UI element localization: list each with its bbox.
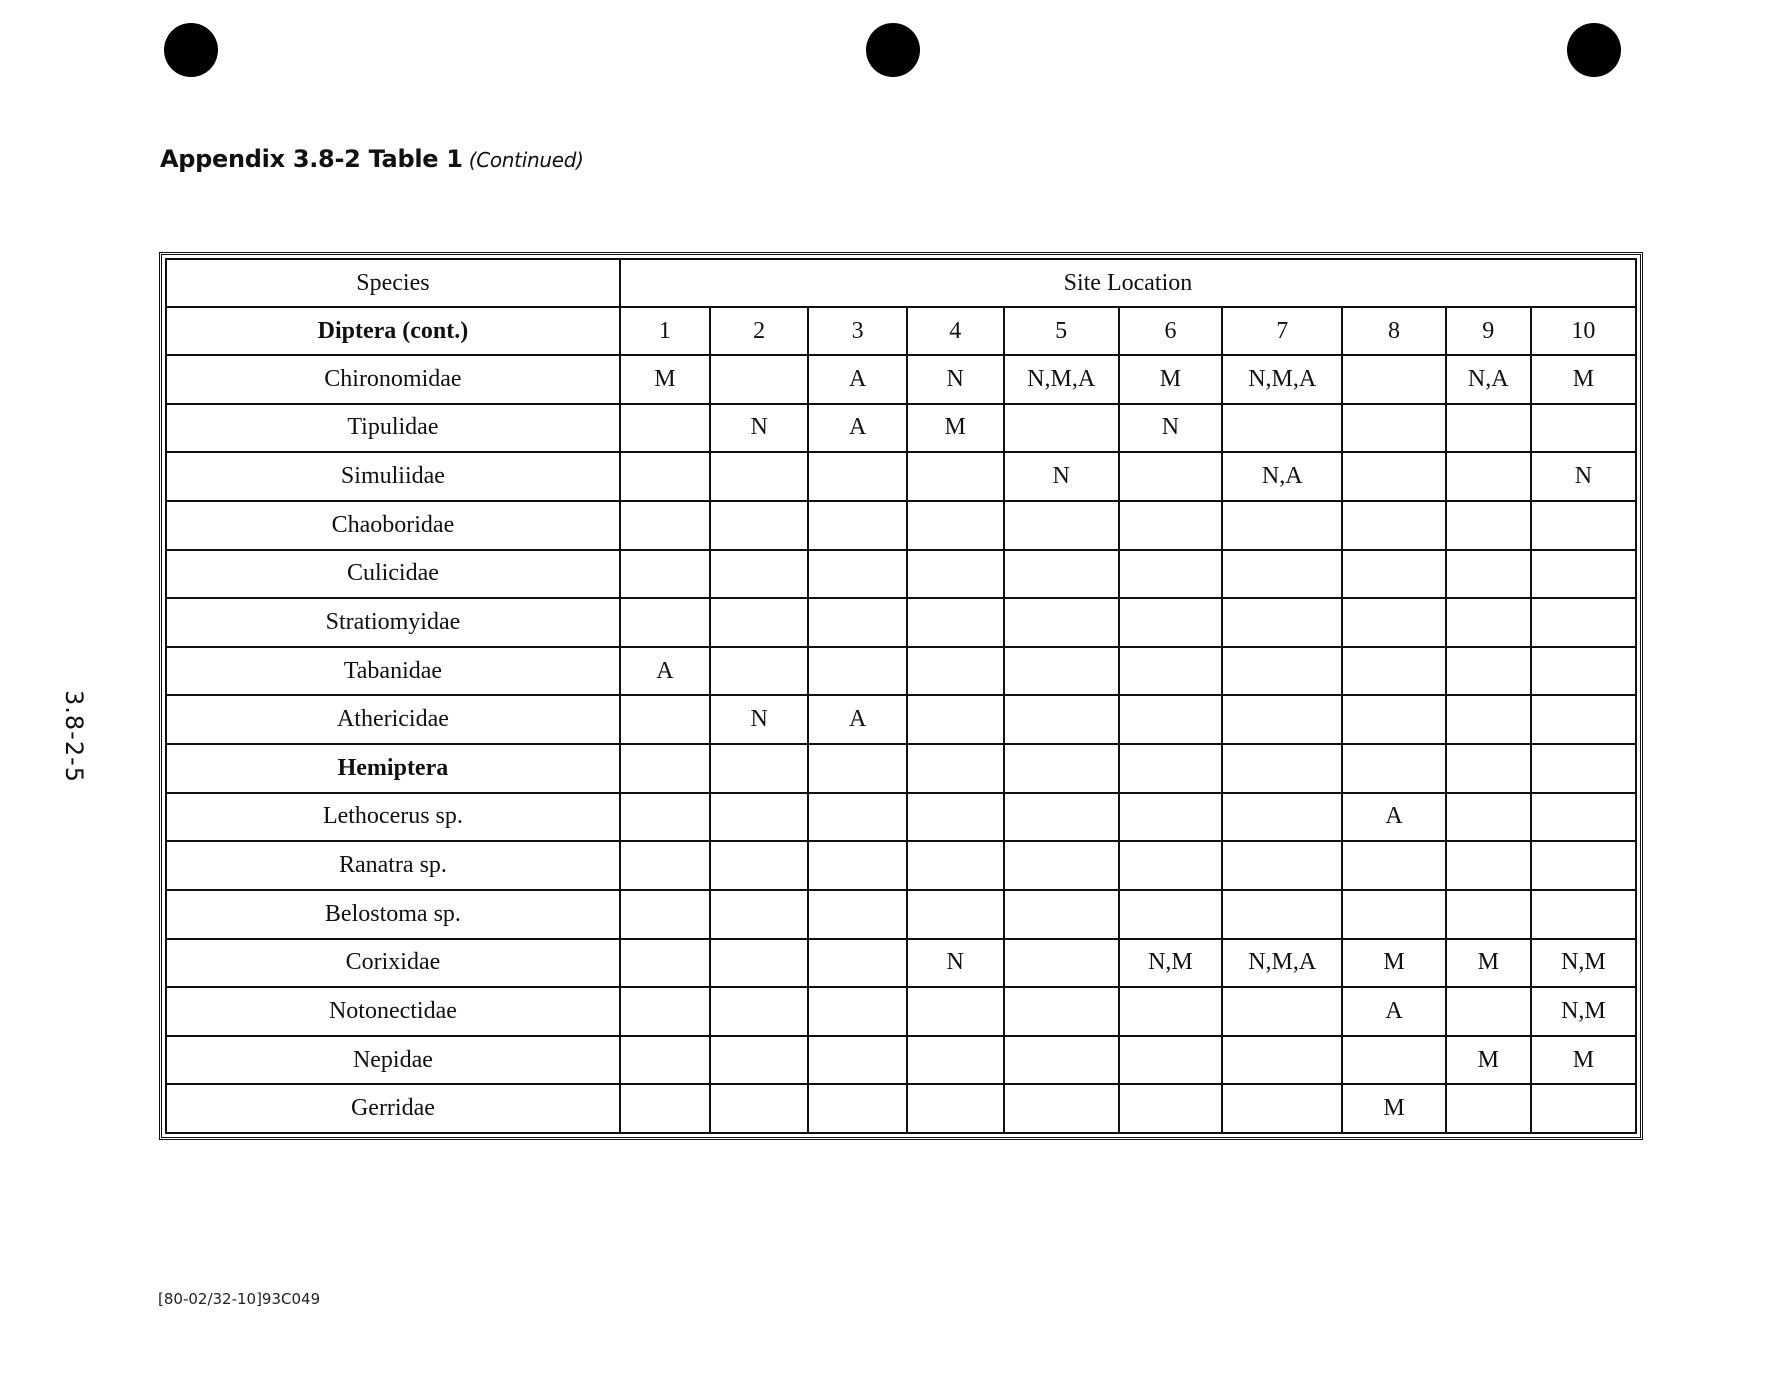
site-cell xyxy=(1342,695,1445,744)
site-cell xyxy=(1446,987,1531,1036)
site-cell xyxy=(1446,550,1531,599)
site-cell: N,A xyxy=(1446,355,1531,404)
site-cell xyxy=(1531,695,1636,744)
site-cell xyxy=(1004,890,1119,939)
site-cell: M xyxy=(1446,939,1531,988)
site-cell: A xyxy=(808,695,906,744)
site-cell xyxy=(1119,695,1222,744)
site-cell xyxy=(1342,841,1445,890)
site-cell xyxy=(808,550,906,599)
site-cell xyxy=(1446,890,1531,939)
table-row xyxy=(166,987,1636,1036)
site-number: 5 xyxy=(1004,307,1119,355)
site-cell xyxy=(1004,987,1119,1036)
site-cell: A xyxy=(1342,793,1445,842)
species-name: Culicidae xyxy=(166,550,620,599)
site-cell xyxy=(1446,841,1531,890)
site-cell xyxy=(1222,550,1342,599)
site-cell xyxy=(1342,890,1445,939)
site-number: 4 xyxy=(907,307,1004,355)
site-cell xyxy=(1004,598,1119,647)
site-cell xyxy=(1004,695,1119,744)
page-number: 3.8-2-5 xyxy=(60,690,88,784)
site-cell: M xyxy=(1342,1084,1445,1133)
site-cell: A xyxy=(808,355,906,404)
table-row xyxy=(166,695,1636,744)
species-name: Nepidae xyxy=(166,1036,620,1085)
site-cell xyxy=(907,841,1004,890)
site-cell xyxy=(907,890,1004,939)
site-cell xyxy=(808,1084,906,1133)
site-number-row xyxy=(166,307,1636,355)
site-cell xyxy=(710,744,808,793)
site-cell xyxy=(1222,1084,1342,1133)
site-cell: M xyxy=(1531,355,1636,404)
table-row xyxy=(166,890,1636,939)
site-cell xyxy=(1446,598,1531,647)
species-name: Ranatra sp. xyxy=(166,841,620,890)
site-cell xyxy=(1222,695,1342,744)
site-cell xyxy=(808,841,906,890)
species-table xyxy=(165,258,1637,1134)
site-cell xyxy=(710,550,808,599)
site-cell: A xyxy=(1342,987,1445,1036)
site-cell xyxy=(620,404,710,453)
table-row xyxy=(166,404,1636,453)
site-cell xyxy=(620,841,710,890)
site-cell xyxy=(620,598,710,647)
site-cell xyxy=(620,793,710,842)
site-cell xyxy=(620,939,710,988)
table-row xyxy=(166,841,1636,890)
title-suffix: (Continued) xyxy=(468,148,584,172)
site-cell xyxy=(1004,939,1119,988)
site-cell xyxy=(1119,452,1222,501)
site-cell xyxy=(1446,452,1531,501)
site-cell: N xyxy=(907,355,1004,404)
site-cell xyxy=(808,939,906,988)
site-cell xyxy=(1342,355,1445,404)
site-cell xyxy=(1119,550,1222,599)
site-cell xyxy=(1222,647,1342,696)
site-cell: N,A xyxy=(1222,452,1342,501)
site-cell xyxy=(1531,404,1636,453)
site-cell xyxy=(1446,744,1531,793)
site-cell xyxy=(1446,695,1531,744)
site-cell xyxy=(1531,1084,1636,1133)
header-row xyxy=(166,259,1636,307)
site-cell xyxy=(907,793,1004,842)
site-cell xyxy=(808,1036,906,1085)
species-name: Tipulidae xyxy=(166,404,620,453)
site-cell xyxy=(808,647,906,696)
punch-hole-right xyxy=(1567,23,1621,77)
site-cell xyxy=(1222,501,1342,550)
table-row xyxy=(166,452,1636,501)
site-cell xyxy=(710,598,808,647)
site-cell: A xyxy=(620,647,710,696)
site-cell xyxy=(1531,793,1636,842)
site-cell xyxy=(1222,841,1342,890)
site-number: 1 xyxy=(620,307,710,355)
site-cell: M xyxy=(1446,1036,1531,1085)
site-cell xyxy=(1342,452,1445,501)
group-label: Hemiptera xyxy=(166,744,620,793)
site-cell: N xyxy=(710,404,808,453)
site-cell xyxy=(1222,987,1342,1036)
species-name: Chaoboridae xyxy=(166,501,620,550)
site-cell xyxy=(907,550,1004,599)
site-cell xyxy=(620,987,710,1036)
table-row xyxy=(166,793,1636,842)
site-cell: N xyxy=(1119,404,1222,453)
site-cell xyxy=(907,1036,1004,1085)
site-cell xyxy=(1119,598,1222,647)
site-cell xyxy=(710,793,808,842)
species-name: Corixidae xyxy=(166,939,620,988)
site-cell xyxy=(710,355,808,404)
site-cell xyxy=(808,452,906,501)
site-cell xyxy=(1119,987,1222,1036)
site-cell xyxy=(808,744,906,793)
site-cell: M xyxy=(1342,939,1445,988)
site-cell xyxy=(710,647,808,696)
site-cell xyxy=(907,987,1004,1036)
site-cell xyxy=(808,793,906,842)
site-cell xyxy=(710,890,808,939)
site-cell xyxy=(1222,404,1342,453)
table-row xyxy=(166,647,1636,696)
site-cell xyxy=(907,744,1004,793)
site-cell xyxy=(620,501,710,550)
site-cell: N,M,A xyxy=(1222,939,1342,988)
site-cell xyxy=(907,1084,1004,1133)
site-number: 2 xyxy=(710,307,808,355)
species-name: Chironomidae xyxy=(166,355,620,404)
site-cell xyxy=(1004,841,1119,890)
site-cell xyxy=(1342,404,1445,453)
site-cell xyxy=(710,1084,808,1133)
table-row xyxy=(166,1084,1636,1133)
site-cell xyxy=(710,939,808,988)
site-cell: N xyxy=(710,695,808,744)
site-cell: A xyxy=(808,404,906,453)
table-row xyxy=(166,598,1636,647)
site-number: 8 xyxy=(1342,307,1445,355)
site-cell xyxy=(1446,501,1531,550)
table-row xyxy=(166,355,1636,404)
species-name: Notonectidae xyxy=(166,987,620,1036)
site-cell xyxy=(1446,793,1531,842)
site-cell xyxy=(1531,550,1636,599)
site-cell xyxy=(1119,501,1222,550)
site-cell xyxy=(710,841,808,890)
species-name: Gerridae xyxy=(166,1084,620,1133)
site-cell xyxy=(907,452,1004,501)
site-cell xyxy=(1119,1084,1222,1133)
table-row xyxy=(166,550,1636,599)
punch-hole-center xyxy=(866,23,920,77)
species-name: Lethocerus sp. xyxy=(166,793,620,842)
table-row xyxy=(166,501,1636,550)
site-cell xyxy=(1004,744,1119,793)
document-code: [80-02/32-10]93C049 xyxy=(158,1290,321,1308)
site-cell xyxy=(907,647,1004,696)
table-row xyxy=(166,1036,1636,1085)
site-cell xyxy=(808,987,906,1036)
site-cell xyxy=(1119,793,1222,842)
site-cell xyxy=(1531,647,1636,696)
site-cell xyxy=(1119,841,1222,890)
site-cell xyxy=(620,1036,710,1085)
species-name: Simuliidae xyxy=(166,452,620,501)
page-title xyxy=(160,145,584,173)
site-cell xyxy=(1119,744,1222,793)
site-cell xyxy=(1342,1036,1445,1085)
site-cell xyxy=(907,695,1004,744)
site-cell xyxy=(620,1084,710,1133)
site-number: 9 xyxy=(1446,307,1531,355)
site-cell xyxy=(620,550,710,599)
site-cell xyxy=(1004,501,1119,550)
site-cell xyxy=(1222,744,1342,793)
site-cell xyxy=(1004,647,1119,696)
site-location-header: Site Location xyxy=(620,259,1636,307)
site-cell xyxy=(1004,793,1119,842)
species-name: Stratiomyidae xyxy=(166,598,620,647)
species-name: Athericidae xyxy=(166,695,620,744)
site-cell xyxy=(1446,1084,1531,1133)
site-cell xyxy=(1222,598,1342,647)
site-cell xyxy=(808,890,906,939)
site-cell xyxy=(620,744,710,793)
site-cell xyxy=(710,987,808,1036)
site-cell xyxy=(1222,793,1342,842)
site-cell xyxy=(1446,647,1531,696)
site-cell: M xyxy=(1531,1036,1636,1085)
site-cell xyxy=(907,598,1004,647)
site-cell: N,M,A xyxy=(1222,355,1342,404)
site-cell xyxy=(620,890,710,939)
site-cell: N xyxy=(1531,452,1636,501)
group-label-diptera: Diptera (cont.) xyxy=(166,307,620,355)
site-cell xyxy=(1119,890,1222,939)
site-cell xyxy=(808,501,906,550)
site-cell xyxy=(1531,598,1636,647)
site-cell xyxy=(1004,404,1119,453)
site-cell: N,M xyxy=(1119,939,1222,988)
species-name: Tabanidae xyxy=(166,647,620,696)
site-cell xyxy=(1531,890,1636,939)
site-cell xyxy=(1531,841,1636,890)
species-header: Species xyxy=(166,259,620,307)
site-cell xyxy=(1531,501,1636,550)
site-cell: N xyxy=(1004,452,1119,501)
site-cell xyxy=(1342,744,1445,793)
site-cell xyxy=(808,598,906,647)
site-cell: M xyxy=(1119,355,1222,404)
site-cell xyxy=(1119,647,1222,696)
site-cell xyxy=(1342,647,1445,696)
site-cell: N,M xyxy=(1531,987,1636,1036)
punch-hole-left xyxy=(164,23,218,77)
site-cell xyxy=(710,501,808,550)
site-cell xyxy=(710,452,808,501)
site-cell xyxy=(620,452,710,501)
site-cell xyxy=(1222,890,1342,939)
site-cell xyxy=(1004,1084,1119,1133)
table-body xyxy=(166,355,1636,1133)
site-number: 10 xyxy=(1531,307,1636,355)
table-row xyxy=(166,744,1636,793)
site-cell xyxy=(1119,1036,1222,1085)
title-main: Appendix 3.8-2 Table 1 xyxy=(160,145,463,173)
site-cell xyxy=(710,1036,808,1085)
site-cell xyxy=(1342,598,1445,647)
site-cell xyxy=(1004,550,1119,599)
site-cell xyxy=(1342,550,1445,599)
site-cell: N xyxy=(907,939,1004,988)
site-cell: M xyxy=(620,355,710,404)
site-cell xyxy=(1531,744,1636,793)
table-frame xyxy=(159,252,1643,1140)
site-number: 7 xyxy=(1222,307,1342,355)
site-cell xyxy=(620,695,710,744)
site-cell: N,M,A xyxy=(1004,355,1119,404)
site-number: 3 xyxy=(808,307,906,355)
table-row xyxy=(166,939,1636,988)
site-number: 6 xyxy=(1119,307,1222,355)
species-name: Belostoma sp. xyxy=(166,890,620,939)
site-cell xyxy=(1222,1036,1342,1085)
site-cell xyxy=(1342,501,1445,550)
site-cell xyxy=(1004,1036,1119,1085)
site-cell xyxy=(907,501,1004,550)
site-cell xyxy=(1446,404,1531,453)
site-cell: M xyxy=(907,404,1004,453)
site-cell: N,M xyxy=(1531,939,1636,988)
